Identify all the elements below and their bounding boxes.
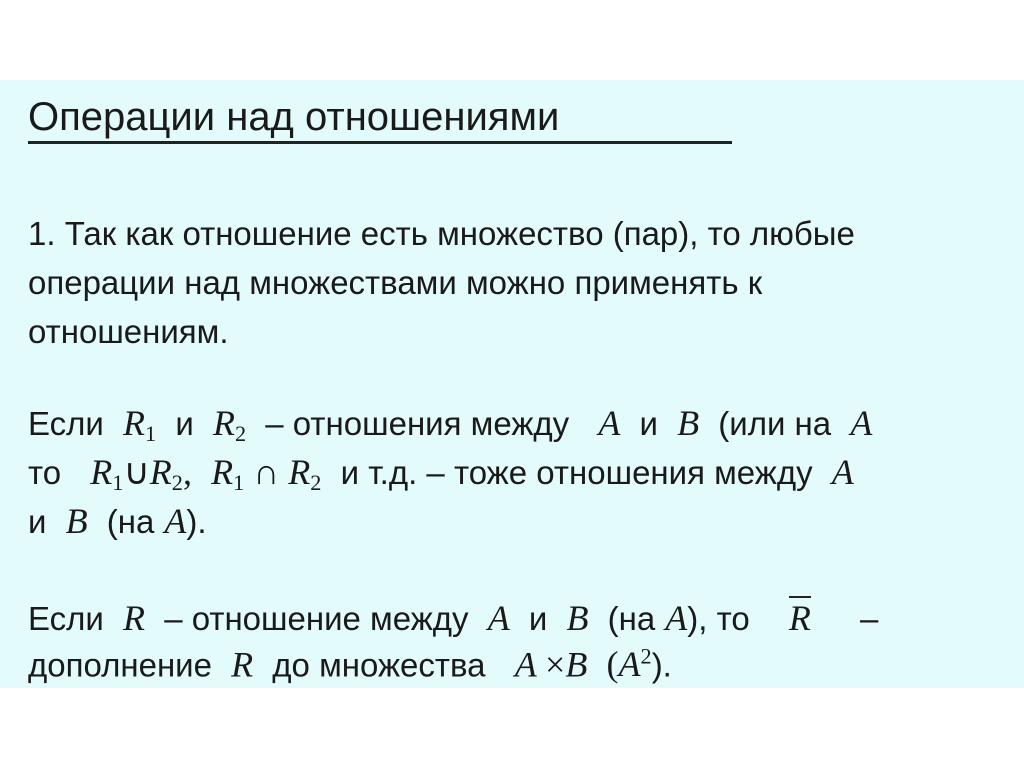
paragraph-1-line-1: 1. Так как отношение есть множество (пар), то любые <box>28 215 855 252</box>
paragraph-2-line-3 <box>28 503 207 539</box>
paragraph-2-line-2 <box>28 454 854 495</box>
text-close: ). <box>186 503 207 540</box>
text-itd-also-relations: и т.д. – тоже отношения между <box>340 454 813 491</box>
formula-a-squared: ($A^2$ <box>606 644 652 685</box>
formula-r: R <box>123 598 146 638</box>
text-dash-relation-between: – отношение между <box>164 600 469 637</box>
formula-a: A <box>850 403 873 443</box>
text-i: и <box>528 600 548 637</box>
paragraph-1-line-2: операции над множествами можно применять к <box>28 264 763 301</box>
text-do-mnozhestva: до множества <box>272 646 486 684</box>
formula-intersection: $R_1$ ∩ $R_2$ <box>211 452 322 496</box>
formula-a: A <box>665 598 688 638</box>
title-underline <box>28 141 732 144</box>
formula-b: B <box>65 501 88 541</box>
formula-a: A <box>831 452 854 492</box>
paragraph-3-line-1 <box>28 596 878 636</box>
formula-r2: $R_2$ <box>212 403 247 447</box>
formula-b: B <box>677 403 700 443</box>
formula-b: B <box>566 598 589 638</box>
text-i: и <box>175 405 194 442</box>
text-to: то <box>28 454 62 491</box>
text-esli: Если <box>28 600 104 637</box>
formula-r1: $R_1$ <box>123 403 157 447</box>
formula-union: $R_1\cup R_2$, <box>90 452 192 496</box>
text-ili-na: (или на <box>718 405 832 442</box>
text-to: ), то <box>687 600 750 637</box>
paragraph-1-line-3: отношениям. <box>28 313 229 350</box>
formula-a: A <box>487 598 510 638</box>
formula-cartesian-product: A ×B <box>514 644 588 685</box>
paragraph-3-line-2 <box>28 644 672 685</box>
paragraph-2-line-1 <box>28 405 872 446</box>
formula-a: A <box>164 501 187 541</box>
slide-title: Операции над отношениями <box>28 95 560 139</box>
text-esli: Если <box>28 405 104 442</box>
formula-r: R <box>231 644 254 685</box>
slide-content <box>0 80 1024 688</box>
text-na: (на <box>106 503 155 540</box>
text-dopolnenie: дополнение <box>28 646 212 684</box>
text-trailing-dash: – <box>860 600 879 637</box>
text-i: и <box>28 503 47 540</box>
formula-a: A <box>598 403 621 443</box>
formula-r-complement: R <box>788 598 811 638</box>
text-i: и <box>639 405 658 442</box>
text-end: ). <box>651 646 672 684</box>
text-dash-relations-between: – отношения между <box>265 405 570 442</box>
text-na: (на <box>607 600 656 637</box>
